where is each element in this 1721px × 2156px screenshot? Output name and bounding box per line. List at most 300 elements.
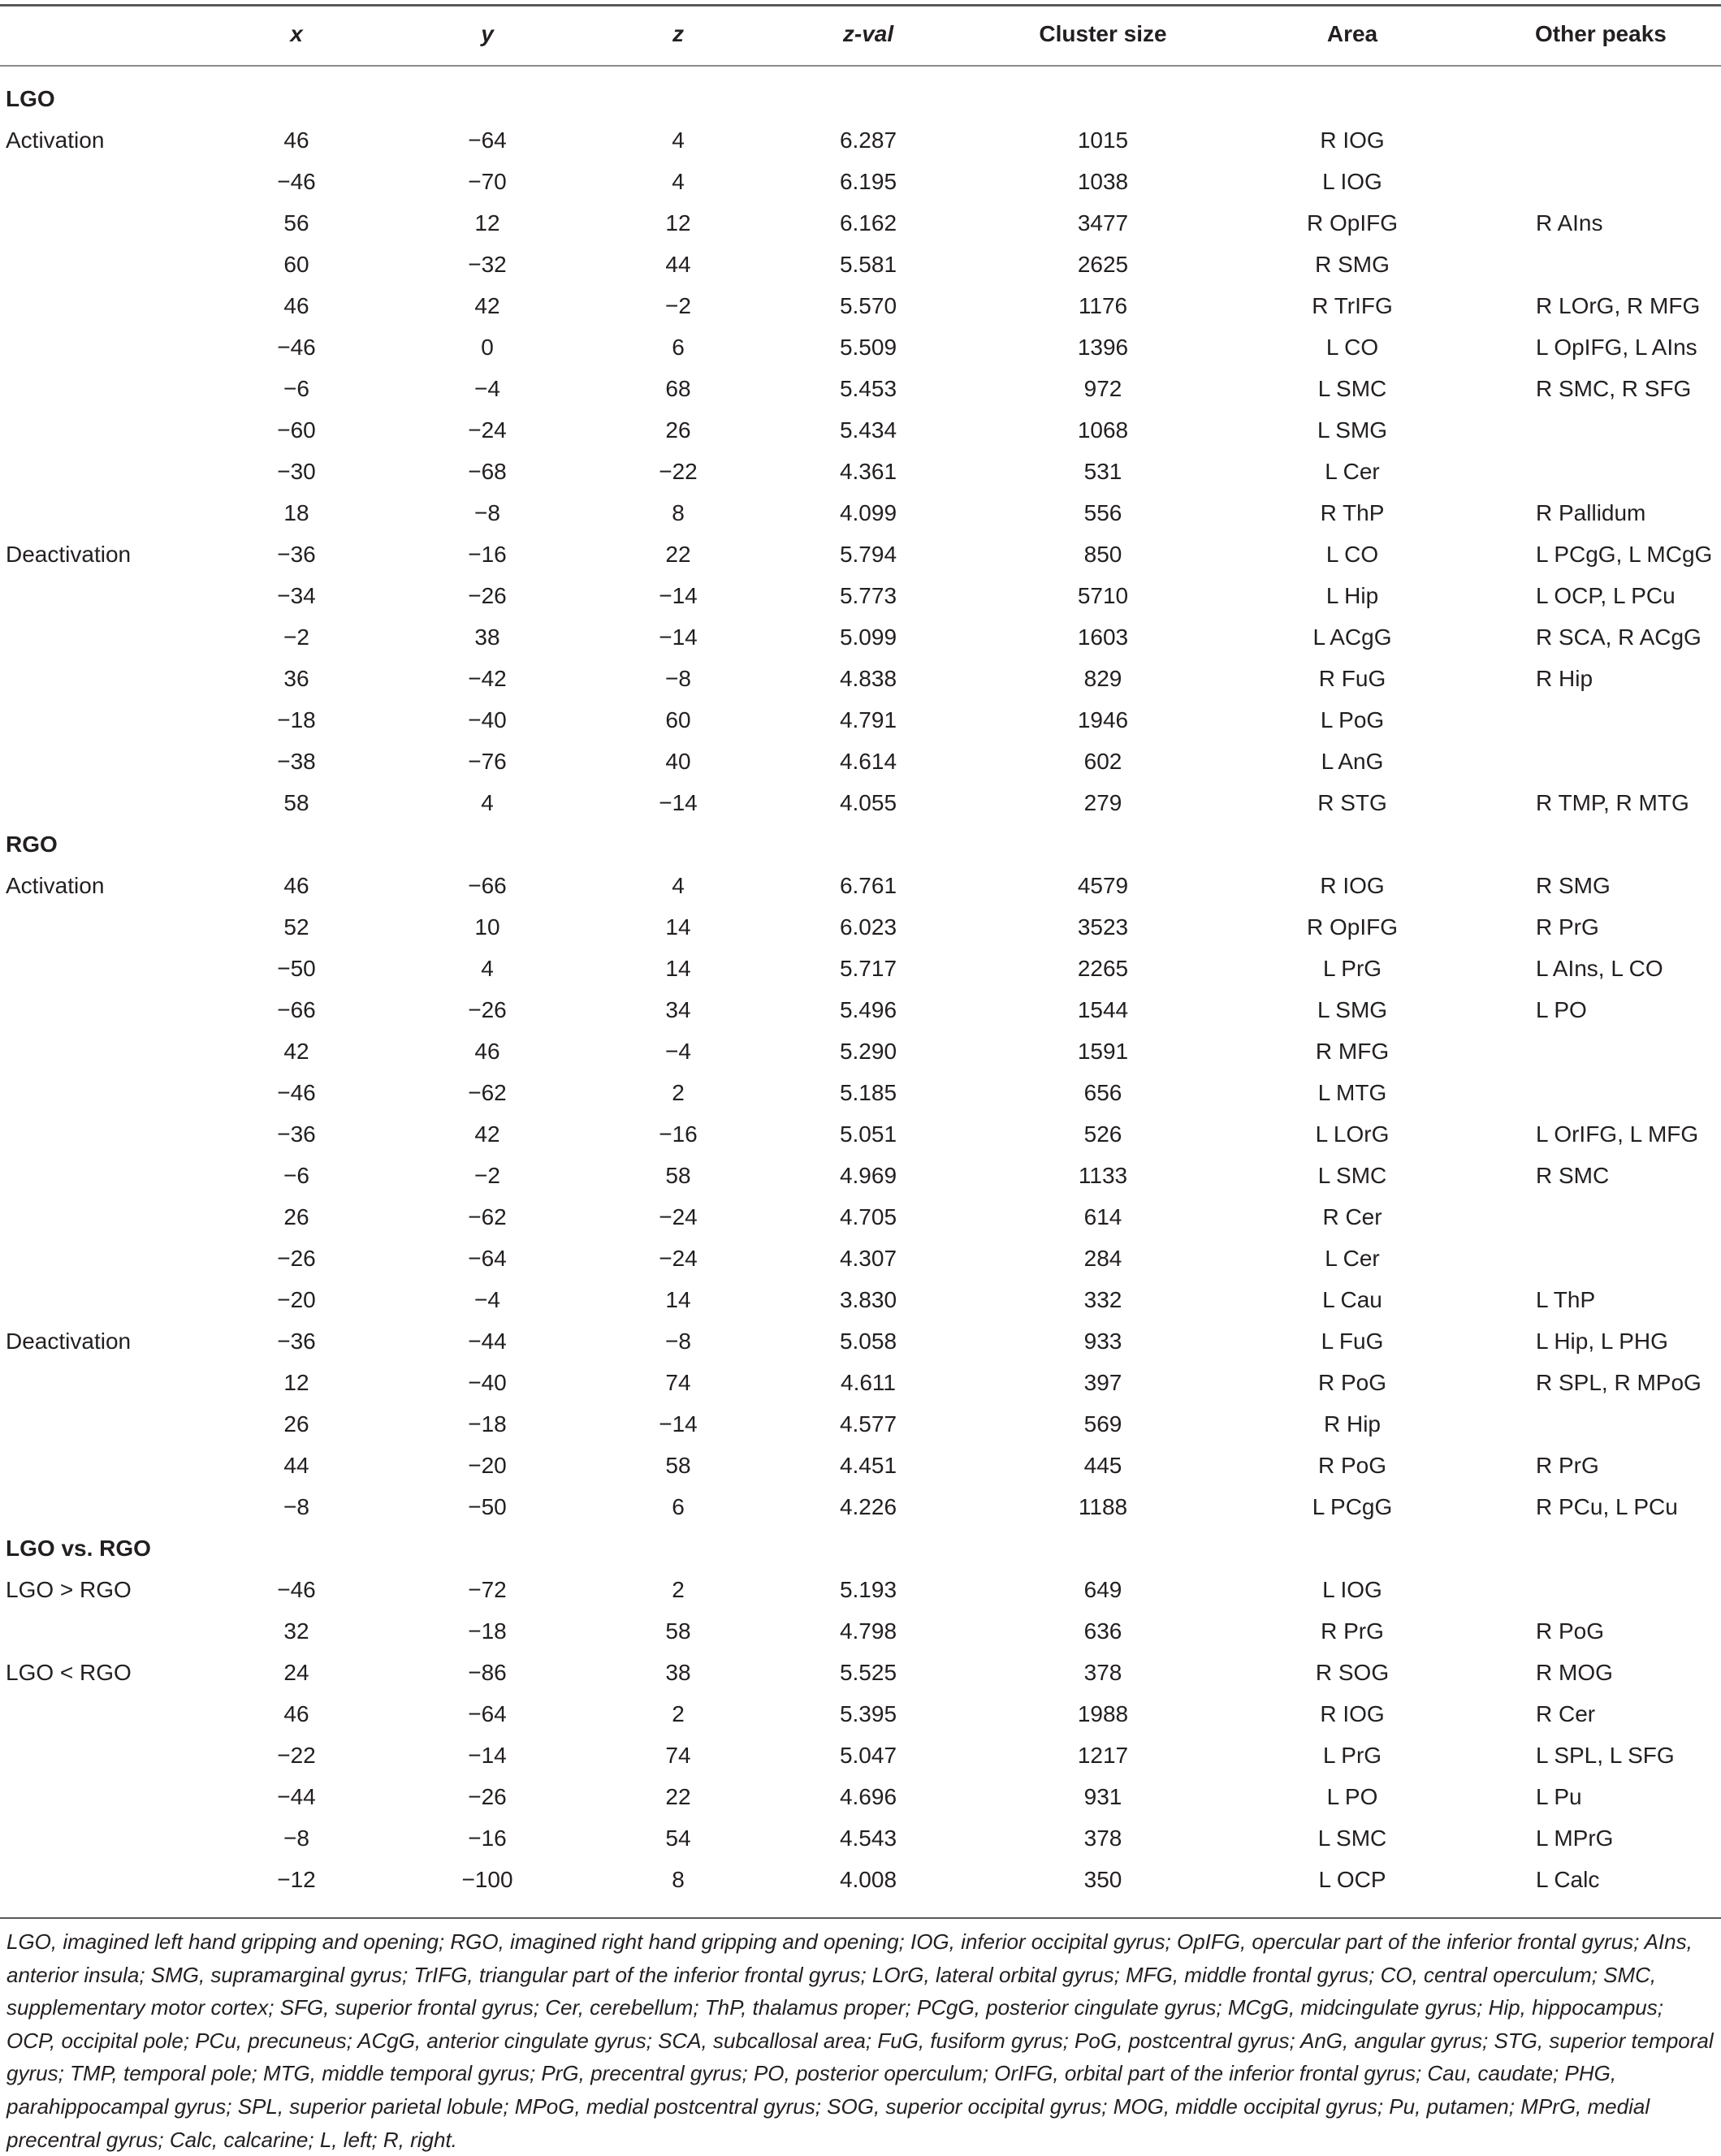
cluster-size-cell: 279 [1083, 790, 1122, 815]
y-cell: −72 [468, 1577, 507, 1602]
z-cell: −4 [665, 1039, 691, 1064]
header-x: x [290, 21, 303, 46]
other-peaks-cell: R PoG [1536, 1618, 1605, 1644]
y-cell: −64 [468, 1246, 507, 1271]
table-row [0, 948, 1721, 989]
z-cell: 26 [665, 417, 691, 443]
x-cell: −60 [277, 417, 316, 443]
z-val-cell: 5.099 [839, 624, 897, 650]
y-cell: −4 [474, 376, 500, 401]
table-row [0, 782, 1721, 823]
y-cell: −68 [468, 459, 507, 484]
other-peaks-cell: L PCgG, L MCgG [1536, 542, 1713, 567]
z-val-cell: 5.496 [839, 997, 897, 1022]
other-peaks-cell: R TMP, R MTG [1536, 790, 1689, 815]
y-cell: 42 [474, 1121, 500, 1147]
z-val-cell: 5.794 [839, 542, 897, 567]
other-peaks-cell: R PCu, L PCu [1536, 1494, 1678, 1519]
cluster-size-cell: 1176 [1078, 293, 1128, 318]
table-row [0, 1859, 1721, 1900]
table-group-heading [0, 1527, 1721, 1569]
z-val-cell: 5.058 [839, 1329, 897, 1354]
x-cell: −50 [277, 956, 316, 981]
z-cell: 14 [665, 914, 691, 940]
y-cell: −66 [468, 873, 507, 898]
z-cell: −2 [665, 293, 691, 318]
cluster-size-cell: 445 [1083, 1453, 1122, 1478]
area-cell: L SMC [1317, 1163, 1387, 1188]
table-row [0, 326, 1721, 368]
header-y: y [481, 21, 494, 46]
y-cell: −64 [468, 127, 507, 153]
area-cell: R IOG [1320, 873, 1385, 898]
y-cell: 12 [474, 210, 500, 235]
x-cell: 26 [283, 1411, 309, 1437]
cluster-size-cell: 569 [1083, 1411, 1122, 1437]
y-cell: −16 [468, 542, 507, 567]
z-cell: 68 [665, 376, 691, 401]
cluster-size-cell: 3477 [1077, 210, 1129, 235]
z-cell: 2 [672, 1080, 685, 1105]
other-peaks-cell: R SCA, R ACgG [1536, 624, 1702, 650]
z-val-cell: 5.047 [839, 1743, 897, 1768]
y-cell: −8 [474, 500, 500, 525]
cluster-size-cell: 1188 [1078, 1494, 1128, 1519]
other-peaks-cell: L Hip, L PHG [1536, 1329, 1668, 1354]
cluster-size-cell: 284 [1083, 1246, 1122, 1271]
cluster-size-cell: 656 [1083, 1080, 1122, 1105]
area-cell: R IOG [1320, 127, 1385, 153]
header-z: z [672, 21, 684, 46]
x-cell: 46 [283, 873, 309, 898]
z-cell: −24 [659, 1204, 698, 1229]
x-cell: 24 [283, 1660, 309, 1685]
cluster-size-cell: 1038 [1077, 169, 1129, 194]
table-row [0, 244, 1721, 285]
header-area: Area [1326, 21, 1378, 46]
table-row [0, 989, 1721, 1030]
area-cell: R Hip [1323, 1411, 1381, 1437]
area-cell: L SMG [1317, 997, 1388, 1022]
x-cell: −2 [283, 624, 309, 650]
y-cell: 46 [474, 1039, 500, 1064]
z-val-cell: 4.055 [839, 790, 897, 815]
other-peaks-cell: L Calc [1536, 1867, 1600, 1892]
y-cell: 0 [481, 335, 494, 360]
y-cell: −62 [468, 1080, 507, 1105]
x-cell: −6 [283, 1163, 309, 1188]
cluster-size-cell: 1988 [1077, 1701, 1129, 1726]
y-cell: −14 [468, 1743, 507, 1768]
group-label: RGO [6, 832, 58, 857]
z-cell: −8 [665, 1329, 691, 1354]
y-cell: −20 [468, 1453, 507, 1478]
table-row [0, 451, 1721, 492]
z-cell: −14 [659, 624, 698, 650]
z-cell: −14 [659, 583, 698, 608]
other-peaks-cell: R SMC, R SFG [1536, 376, 1692, 401]
area-cell: R ThP [1320, 500, 1385, 525]
z-cell: 58 [665, 1453, 691, 1478]
table-group-heading [0, 823, 1721, 865]
y-cell: 4 [481, 790, 494, 815]
z-cell: 44 [665, 252, 691, 277]
y-cell: −64 [468, 1701, 507, 1726]
z-val-cell: 5.051 [839, 1121, 897, 1147]
area-cell: L PO [1326, 1784, 1378, 1809]
z-cell: 4 [672, 169, 685, 194]
area-cell: L Cer [1325, 1246, 1380, 1271]
table-row [0, 1445, 1721, 1486]
other-peaks-cell: R AIns [1536, 210, 1603, 235]
y-cell: 42 [474, 293, 500, 318]
table-row [0, 658, 1721, 699]
x-cell: 56 [283, 210, 309, 235]
other-peaks-cell: L AIns, L CO [1536, 956, 1663, 981]
cluster-size-cell: 1217 [1077, 1743, 1129, 1768]
area-cell: L SMG [1317, 417, 1388, 443]
y-cell: 10 [474, 914, 500, 940]
other-peaks-cell: R PrG [1536, 914, 1599, 940]
z-val-cell: 6.023 [839, 914, 897, 940]
cluster-size-cell: 1133 [1078, 1163, 1128, 1188]
z-val-cell: 4.361 [839, 459, 897, 484]
y-cell: −18 [468, 1618, 507, 1644]
z-val-cell: 5.453 [839, 376, 897, 401]
z-val-cell: 4.705 [839, 1204, 897, 1229]
x-cell: −34 [277, 583, 316, 608]
x-cell: −46 [277, 335, 316, 360]
x-cell: 36 [283, 666, 309, 691]
cluster-size-cell: 3523 [1077, 914, 1129, 940]
z-cell: 2 [672, 1577, 685, 1602]
z-cell: −22 [659, 459, 698, 484]
table-row [0, 1238, 1721, 1279]
group-label: LGO vs. RGO [6, 1536, 151, 1561]
z-val-cell: 5.525 [839, 1660, 897, 1685]
area-cell: R SOG [1315, 1660, 1390, 1685]
z-val-cell: 4.307 [839, 1246, 897, 1271]
cluster-size-cell: 649 [1083, 1577, 1122, 1602]
x-cell: 58 [283, 790, 309, 815]
z-cell: −8 [665, 666, 691, 691]
x-cell: 46 [283, 293, 309, 318]
z-val-cell: 5.185 [839, 1080, 897, 1105]
x-cell: 46 [283, 127, 309, 153]
cluster-size-cell: 378 [1083, 1660, 1122, 1685]
other-peaks-cell: R SMC [1536, 1163, 1610, 1188]
z-val-cell: 4.798 [839, 1618, 897, 1644]
x-cell: −44 [277, 1784, 316, 1809]
table-row [0, 202, 1721, 244]
cluster-size-cell: 1396 [1077, 335, 1129, 360]
x-cell: −26 [277, 1246, 316, 1271]
x-cell: 18 [283, 500, 309, 525]
x-cell: 52 [283, 914, 309, 940]
area-cell: L CO [1325, 335, 1379, 360]
table-group-heading [0, 78, 1721, 119]
z-cell: 60 [665, 707, 691, 732]
area-cell: R STG [1317, 790, 1387, 815]
other-peaks-cell: R SPL, R MPoG [1536, 1370, 1702, 1395]
table-row [0, 1776, 1721, 1817]
table-footnote: LGO, imagined left hand gripping and opening; RGO, imagined right hand gripping and opening; IOG, inferior occipital gyrus; OpIFG, opercular part of the inferior frontal gyrus; AIns, anterior insula; SMG, supramarginal gyrus; TrIFG, triangular part of the inferior frontal gyrus; LOrG, lateral orbital gyrus; MFG, middle frontal gyrus; CO, central operculum; SMC, supplementary motor cortex; SFG, superior frontal gyrus; Cer, cerebellum; ThP, thalamus proper; PCgG, posterior cingulate gyrus; MCgG, midcingulate gyrus; Hip, hippocampus; OCP, occipital pole; PCu, precuneus; ACgG, anterior cingulate gyrus; SCA, subcallosal area; FuG, fusiform gyrus; PoG, postcentral gyrus; AnG, angular gyrus; STG, superior temporal gyrus; TMP, temporal pole; MTG, middle temporal gyrus; PrG, precentral gyrus; PO, posterior operculum; OrIFG, orbital part of the inferior frontal gyrus; Cau, caudate; PHG, parahippocampal gyrus; SPL, superior parietal lobule; MPoG, medial postcentral gyrus; SOG, superior occipital gyrus; MOG, middle occipital gyrus; Pu, putamen; MPrG, medial precentral gyrus; Calc, calcarine; L, left; R, right. [6, 1929, 1714, 2152]
table-row [0, 492, 1721, 534]
table-row [0, 699, 1721, 741]
z-cell: 14 [665, 956, 691, 981]
y-cell: −42 [468, 666, 507, 691]
x-cell: 46 [283, 1701, 309, 1726]
area-cell: R OpIFG [1306, 914, 1398, 940]
cluster-size-cell: 850 [1083, 542, 1122, 567]
cluster-size-cell: 2625 [1077, 252, 1129, 277]
table-row [0, 575, 1721, 616]
z-val-cell: 4.838 [839, 666, 897, 691]
cluster-size-cell: 2265 [1077, 956, 1129, 981]
area-cell: L IOG [1322, 1577, 1382, 1602]
area-cell: L Hip [1325, 583, 1379, 608]
x-cell: 60 [283, 252, 309, 277]
y-cell: −76 [468, 749, 507, 774]
x-cell: 12 [283, 1370, 309, 1395]
z-val-cell: 4.791 [839, 707, 897, 732]
area-cell: L Cau [1322, 1287, 1382, 1312]
table-row [0, 1320, 1721, 1362]
z-val-cell: 5.509 [839, 335, 897, 360]
x-cell: −22 [277, 1743, 316, 1768]
z-val-cell: 5.773 [839, 583, 897, 608]
area-cell: R PrG [1321, 1618, 1384, 1644]
y-cell: −44 [468, 1329, 507, 1354]
z-cell: 74 [665, 1370, 691, 1395]
z-cell: 6 [672, 1494, 685, 1519]
z-cell: −24 [659, 1246, 698, 1271]
z-cell: 8 [672, 1867, 685, 1892]
area-cell: R SMG [1315, 252, 1390, 277]
z-val-cell: 4.611 [841, 1370, 896, 1395]
z-val-cell: 5.717 [839, 956, 897, 981]
z-cell: 58 [665, 1163, 691, 1188]
x-cell: 26 [283, 1204, 309, 1229]
x-cell: 42 [283, 1039, 309, 1064]
z-val-cell: 6.287 [839, 127, 897, 153]
area-cell: L LOrG [1315, 1121, 1390, 1147]
y-cell: −26 [468, 1784, 507, 1809]
z-val-cell: 4.099 [839, 500, 897, 525]
z-cell: −14 [659, 790, 698, 815]
cluster-size-cell: 1015 [1077, 127, 1129, 153]
other-peaks-cell: L MPrG [1536, 1825, 1614, 1851]
z-val-cell: 5.570 [839, 293, 897, 318]
z-cell: 14 [665, 1287, 691, 1312]
area-cell: L PrG [1322, 956, 1382, 981]
table-row [0, 1693, 1721, 1735]
table-row [0, 1072, 1721, 1113]
table-row [0, 161, 1721, 202]
x-cell: −6 [283, 376, 309, 401]
table-row [0, 285, 1721, 326]
header-other-peaks: Other peaks [1535, 21, 1667, 46]
z-val-cell: 6.195 [839, 169, 897, 194]
cluster-size-cell: 636 [1083, 1618, 1122, 1644]
table-row [0, 1486, 1721, 1527]
x-cell: −46 [277, 1080, 316, 1105]
z-val-cell: 4.614 [839, 749, 897, 774]
z-cell: 34 [665, 997, 691, 1022]
area-cell: R IOG [1320, 1701, 1385, 1726]
y-cell: −24 [468, 417, 507, 443]
y-cell: −4 [474, 1287, 500, 1312]
area-cell: R PoG [1317, 1370, 1387, 1395]
x-cell: −36 [277, 542, 316, 567]
table-row [0, 368, 1721, 409]
x-cell: −8 [283, 1825, 309, 1851]
z-cell: 4 [672, 873, 685, 898]
other-peaks-cell: L OrIFG, L MFG [1536, 1121, 1699, 1147]
cluster-size-cell: 933 [1083, 1329, 1122, 1354]
other-peaks-cell: L OCP, L PCu [1536, 583, 1676, 608]
z-cell: 22 [665, 1784, 691, 1809]
table-row [0, 1030, 1721, 1072]
other-peaks-cell: R MOG [1536, 1660, 1613, 1685]
x-cell: −30 [277, 459, 316, 484]
row-label: LGO > RGO [6, 1577, 132, 1602]
cluster-size-cell: 1068 [1077, 417, 1129, 443]
y-cell: −26 [468, 997, 507, 1022]
table-row [0, 741, 1721, 782]
x-cell: −46 [277, 169, 316, 194]
x-cell: −66 [277, 997, 316, 1022]
z-val-cell: 5.290 [839, 1039, 897, 1064]
table-top-rule [0, 4, 1721, 6]
area-cell: R OpIFG [1306, 210, 1398, 235]
area-cell: L CO [1325, 542, 1379, 567]
z-val-cell: 4.543 [839, 1825, 897, 1851]
cluster-size-cell: 4579 [1077, 873, 1129, 898]
table-row [0, 906, 1721, 948]
x-cell: 44 [283, 1453, 309, 1478]
table-row [0, 1196, 1721, 1238]
z-cell: −14 [659, 1411, 698, 1437]
cluster-size-cell: 972 [1083, 376, 1122, 401]
z-val-cell: 4.696 [839, 1784, 897, 1809]
z-cell: 40 [665, 749, 691, 774]
z-cell: 58 [665, 1618, 691, 1644]
z-val-cell: 5.395 [839, 1701, 897, 1726]
row-label: Activation [6, 873, 105, 898]
cluster-size-cell: 1946 [1077, 707, 1129, 732]
z-val-cell: 4.577 [839, 1411, 897, 1437]
other-peaks-cell: R Cer [1536, 1701, 1596, 1726]
area-cell: L PrG [1322, 1743, 1382, 1768]
table-row [0, 616, 1721, 658]
row-label: Deactivation [6, 1329, 132, 1354]
area-cell: R Cer [1322, 1204, 1382, 1229]
x-cell: 32 [283, 1618, 309, 1644]
table-row [0, 1362, 1721, 1403]
cluster-size-cell: 829 [1083, 666, 1122, 691]
area-cell: L AnG [1321, 749, 1384, 774]
y-cell: −18 [468, 1411, 507, 1437]
cluster-size-cell: 614 [1083, 1204, 1122, 1229]
table-row [0, 1113, 1721, 1155]
z-val-cell: 3.830 [839, 1287, 897, 1312]
area-cell: L Cer [1325, 459, 1380, 484]
other-peaks-cell: R Pallidum [1536, 500, 1646, 525]
y-cell: 38 [474, 624, 500, 650]
z-cell: 54 [665, 1825, 691, 1851]
other-peaks-cell: L PO [1536, 997, 1587, 1022]
z-cell: 38 [665, 1660, 691, 1685]
z-val-cell: 5.434 [839, 417, 897, 443]
row-label: Deactivation [6, 542, 132, 567]
z-cell: 8 [672, 500, 685, 525]
table-bottom-rule [0, 1917, 1721, 1919]
row-label: Activation [6, 127, 105, 153]
y-cell: −2 [474, 1163, 500, 1188]
area-cell: R MFG [1315, 1039, 1390, 1064]
cluster-size-cell: 526 [1083, 1121, 1122, 1147]
other-peaks-cell: L OpIFG, L AIns [1536, 335, 1697, 360]
z-cell: 6 [672, 335, 685, 360]
area-cell: R PoG [1317, 1453, 1387, 1478]
x-cell: −12 [277, 1867, 316, 1892]
y-cell: −86 [468, 1660, 507, 1685]
y-cell: −40 [468, 707, 507, 732]
cluster-size-cell: 1544 [1077, 997, 1129, 1022]
y-cell: −100 [461, 1867, 513, 1892]
table-header-row [0, 13, 1721, 55]
y-cell: 4 [481, 956, 494, 981]
z-val-cell: 6.761 [839, 873, 897, 898]
cluster-size-cell: 931 [1083, 1784, 1122, 1809]
cluster-size-cell: 378 [1083, 1825, 1122, 1851]
area-cell: L IOG [1322, 169, 1382, 194]
cluster-size-cell: 332 [1083, 1287, 1122, 1312]
header-cluster-size: Cluster size [1039, 21, 1167, 46]
other-peaks-cell: L ThP [1536, 1287, 1596, 1312]
table-row [0, 1403, 1721, 1445]
other-peaks-cell: L Pu [1536, 1784, 1582, 1809]
table-header-rule [0, 65, 1721, 67]
cluster-size-cell: 602 [1083, 749, 1122, 774]
other-peaks-cell: L SPL, L SFG [1536, 1743, 1675, 1768]
table-row [0, 1652, 1721, 1693]
table-row [0, 1817, 1721, 1859]
area-cell: R TrIFG [1312, 293, 1393, 318]
group-label: LGO [6, 86, 55, 111]
y-cell: −50 [468, 1494, 507, 1519]
other-peaks-cell: R Hip [1536, 666, 1593, 691]
z-val-cell: 4.969 [839, 1163, 897, 1188]
y-cell: −32 [468, 252, 507, 277]
z-val-cell: 5.193 [839, 1577, 897, 1602]
x-cell: −36 [277, 1329, 316, 1354]
area-cell: L PCgG [1312, 1494, 1393, 1519]
table-row [0, 1155, 1721, 1196]
z-val-cell: 4.451 [839, 1453, 897, 1478]
area-cell: L SMC [1317, 376, 1387, 401]
table-row [0, 409, 1721, 451]
cluster-size-cell: 5710 [1077, 583, 1129, 608]
cluster-size-cell: 397 [1083, 1370, 1122, 1395]
cluster-size-cell: 556 [1083, 500, 1122, 525]
y-cell: −62 [468, 1204, 507, 1229]
cluster-size-cell: 531 [1083, 459, 1122, 484]
x-cell: −46 [277, 1577, 316, 1602]
table-row [0, 1279, 1721, 1320]
y-cell: −70 [468, 169, 507, 194]
